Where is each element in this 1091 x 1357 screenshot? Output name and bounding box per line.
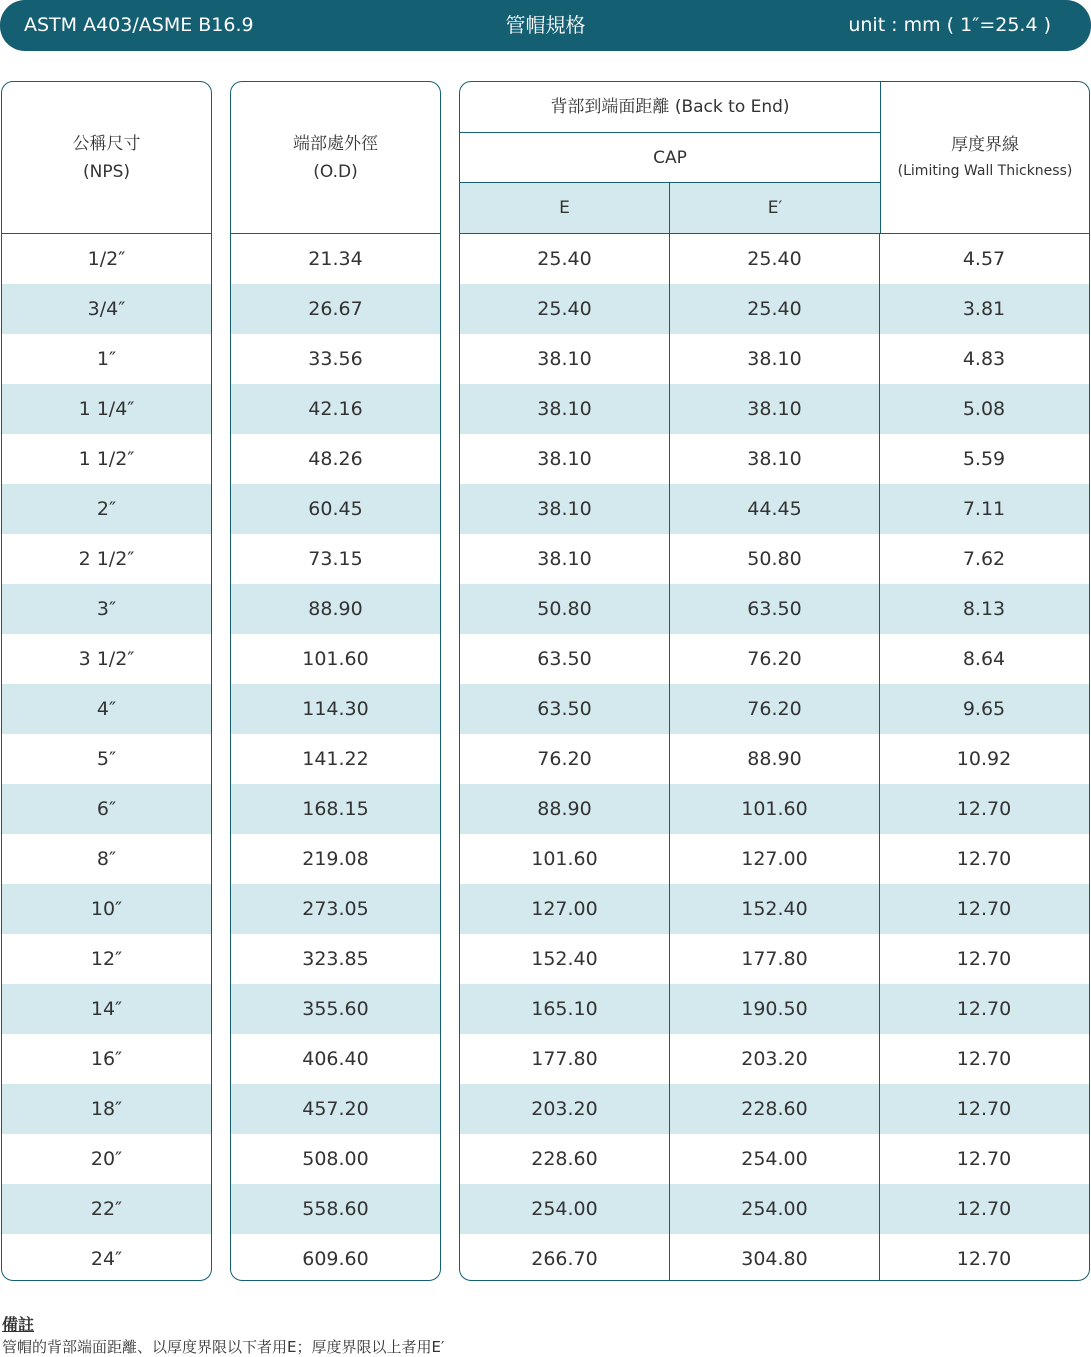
e-prime-cell: 190.50 [670, 984, 880, 1034]
thickness-header-label: 厚度界線 [951, 134, 1019, 155]
thickness-cell: 4.57 [962, 248, 1006, 270]
table-row [2, 534, 211, 584]
thickness-cell: 12.70 [956, 1098, 1012, 1120]
thickness-cell: 7.62 [962, 548, 1006, 570]
table-row [460, 334, 1089, 384]
table-row [460, 834, 1089, 884]
e-prime-cell: 50.80 [670, 534, 880, 584]
nps-cell: 20″ [90, 1148, 123, 1170]
thickness-cell: 4.83 [962, 348, 1006, 370]
table-row [460, 984, 1089, 1034]
table-row [460, 884, 1089, 934]
thickness-cell: 12.70 [956, 1048, 1012, 1070]
nps-cell: 16″ [90, 1048, 123, 1070]
table-row [2, 1084, 211, 1134]
table-row [2, 1134, 211, 1184]
table-row [460, 734, 1089, 784]
page-title: 管帽規格 [505, 13, 586, 37]
table-row [2, 334, 211, 384]
e-prime-cell: 177.80 [670, 934, 880, 984]
e-cell: 25.40 [460, 234, 670, 284]
thickness-cell: 12.70 [956, 1198, 1012, 1220]
table-row [460, 784, 1089, 834]
nps-cell: 1/2″ [87, 248, 126, 270]
table-row [460, 1184, 1089, 1234]
od-cell: 457.20 [302, 1098, 369, 1120]
table-row [231, 534, 440, 584]
table-row [460, 634, 1089, 684]
table-row [460, 934, 1089, 984]
table-row [231, 784, 440, 834]
table-row [231, 1134, 440, 1184]
thickness-header-sub: (Limiting Wall Thickness) [897, 162, 1073, 179]
table-row [2, 1034, 211, 1084]
e-prime-cell: 44.45 [670, 484, 880, 534]
nps-cell: 6″ [96, 798, 117, 820]
table-row [2, 634, 211, 684]
thickness-cell: 8.13 [962, 598, 1006, 620]
od-column [230, 81, 441, 1281]
table-row [460, 584, 1089, 634]
e-prime-cell: 254.00 [670, 1134, 880, 1184]
dimension-group [459, 81, 1090, 1281]
table-row [460, 384, 1089, 434]
table-row [231, 734, 440, 784]
od-cell: 88.90 [308, 598, 363, 620]
od-cell: 219.08 [302, 848, 369, 870]
table-row [2, 434, 211, 484]
e-prime-cell: 38.10 [670, 334, 880, 384]
nps-cell: 14″ [90, 998, 123, 1020]
nps-cell: 8″ [96, 848, 117, 870]
unit-label: unit : mm ( 1″=25.4 ) [848, 14, 1051, 36]
table-row [2, 384, 211, 434]
od-cell: 114.30 [302, 698, 369, 720]
e-cell: 50.80 [460, 584, 670, 634]
dimension-rows [460, 234, 1089, 1281]
e-prime-cell: 88.90 [670, 734, 880, 784]
nps-cell: 24″ [90, 1248, 123, 1270]
thickness-cell: 10.92 [956, 748, 1012, 770]
od-cell: 33.56 [308, 348, 363, 370]
note-text: 管帽的背部端面距離、以厚度界限以下者用E；厚度界限以上者用E′ [2, 1338, 445, 1356]
table-row [2, 584, 211, 634]
table-row [231, 284, 440, 334]
e-prime-cell: 76.20 [670, 634, 880, 684]
table-row [460, 534, 1089, 584]
e-prime-cell: 203.20 [670, 1034, 880, 1084]
thickness-cell: 9.65 [962, 698, 1006, 720]
od-rows [231, 234, 440, 1281]
note-title: 備註 [2, 1315, 35, 1334]
e-prime-cell: 25.40 [670, 234, 880, 284]
nps-cell: 3″ [96, 598, 117, 620]
thickness-cell: 12.70 [956, 1248, 1012, 1270]
e-cell: 203.20 [460, 1084, 670, 1134]
e-prime-cell: 304.80 [670, 1234, 880, 1281]
od-cell: 21.34 [308, 248, 363, 270]
table-row [2, 484, 211, 534]
thickness-cell: 7.11 [962, 498, 1006, 520]
table-row [231, 434, 440, 484]
table-row [231, 384, 440, 434]
cap-header: CAP [460, 133, 880, 183]
header-bar [0, 0, 1091, 51]
nps-cell: 1 1/2″ [78, 448, 135, 470]
e-cell: 165.10 [460, 984, 670, 1034]
od-cell: 26.67 [308, 298, 363, 320]
nps-rows [2, 234, 211, 1281]
thickness-cell: 12.70 [956, 898, 1012, 920]
e-header: E [460, 183, 670, 234]
od-header [231, 82, 440, 234]
od-header-sub: (O.D) [313, 161, 358, 182]
table-row [231, 334, 440, 384]
table-row [2, 784, 211, 834]
e-cell: 38.10 [460, 534, 670, 584]
table-row [460, 1134, 1089, 1184]
table-row [231, 834, 440, 884]
od-header-label: 端部處外徑 [293, 133, 378, 154]
e-cell: 38.10 [460, 434, 670, 484]
nps-cell: 2″ [96, 498, 117, 520]
e-prime-cell: 254.00 [670, 1184, 880, 1234]
nps-cell: 12″ [90, 948, 123, 970]
e-prime-header: E′ [670, 183, 880, 234]
table-row [231, 984, 440, 1034]
nps-cell: 5″ [96, 748, 117, 770]
nps-cell: 22″ [90, 1198, 123, 1220]
e-cell: 38.10 [460, 334, 670, 384]
e-prime-cell: 152.40 [670, 884, 880, 934]
table-row [460, 284, 1089, 334]
thickness-cell: 5.59 [962, 448, 1006, 470]
table-row [460, 484, 1089, 534]
table-row [2, 234, 211, 284]
od-cell: 73.15 [308, 548, 363, 570]
nps-header-sub: (NPS) [82, 161, 131, 182]
table-row [231, 1034, 440, 1084]
nps-cell: 4″ [96, 698, 117, 720]
nps-cell: 1″ [96, 348, 117, 370]
od-cell: 48.26 [308, 448, 363, 470]
thickness-cell: 12.70 [956, 998, 1012, 1020]
nps-header [2, 82, 211, 234]
table-row [231, 934, 440, 984]
e-cell: 127.00 [460, 884, 670, 934]
e-prime-cell: 38.10 [670, 434, 880, 484]
e-cell: 88.90 [460, 784, 670, 834]
od-cell: 558.60 [302, 1198, 369, 1220]
table-row [2, 284, 211, 334]
nps-cell: 10″ [90, 898, 123, 920]
table-row [2, 834, 211, 884]
table-row [2, 884, 211, 934]
od-cell: 42.16 [308, 398, 363, 420]
od-cell: 355.60 [302, 998, 369, 1020]
table-row [460, 1084, 1089, 1134]
table-row [460, 1234, 1089, 1281]
thickness-header [880, 82, 1089, 234]
table-row [2, 734, 211, 784]
e-prime-cell: 38.10 [670, 384, 880, 434]
nps-cell: 3 1/2″ [78, 648, 135, 670]
table-row [231, 634, 440, 684]
e-cell: 38.10 [460, 384, 670, 434]
thickness-cell: 12.70 [956, 848, 1012, 870]
e-cell: 266.70 [460, 1234, 670, 1281]
table-row [460, 1034, 1089, 1084]
thickness-cell: 12.70 [956, 1148, 1012, 1170]
table-row [2, 1234, 211, 1281]
table-row [231, 584, 440, 634]
e-prime-cell: 228.60 [670, 1084, 880, 1134]
table-row [231, 1084, 440, 1134]
e-prime-cell: 63.50 [670, 584, 880, 634]
standard-label: ASTM A403/ASME B16.9 [24, 14, 254, 36]
table-row [231, 1234, 440, 1281]
od-cell: 406.40 [302, 1048, 369, 1070]
od-cell: 323.85 [302, 948, 369, 970]
table-row [2, 984, 211, 1034]
table-row [231, 234, 440, 284]
nps-column [1, 81, 212, 1281]
nps-cell: 1 1/4″ [78, 398, 135, 420]
e-cell: 152.40 [460, 934, 670, 984]
e-cell: 101.60 [460, 834, 670, 884]
od-cell: 60.45 [308, 498, 363, 520]
table-row [2, 934, 211, 984]
nps-header-label: 公稱尺寸 [72, 133, 141, 154]
e-cell: 63.50 [460, 634, 670, 684]
nps-cell: 2 1/2″ [78, 548, 135, 570]
e-prime-cell: 76.20 [670, 684, 880, 734]
e-cell: 254.00 [460, 1184, 670, 1234]
thickness-cell: 3.81 [962, 298, 1006, 320]
thickness-cell: 8.64 [962, 648, 1006, 670]
table-row [231, 1184, 440, 1234]
e-cell: 177.80 [460, 1034, 670, 1084]
nps-cell: 18″ [90, 1098, 123, 1120]
e-cell: 63.50 [460, 684, 670, 734]
table-row [460, 684, 1089, 734]
e-cell: 25.40 [460, 284, 670, 334]
table-row [231, 884, 440, 934]
table-row [460, 434, 1089, 484]
thickness-cell: 12.70 [956, 798, 1012, 820]
table-row [2, 684, 211, 734]
od-cell: 273.05 [302, 898, 369, 920]
e-cell: 228.60 [460, 1134, 670, 1184]
e-prime-cell: 25.40 [670, 284, 880, 334]
od-cell: 609.60 [302, 1248, 369, 1270]
e-cell: 38.10 [460, 484, 670, 534]
thickness-cell: 12.70 [956, 948, 1012, 970]
e-cell: 76.20 [460, 734, 670, 784]
table-row [2, 1184, 211, 1234]
od-cell: 101.60 [302, 648, 369, 670]
table-row [231, 684, 440, 734]
od-cell: 168.15 [302, 798, 369, 820]
od-cell: 508.00 [302, 1148, 369, 1170]
nps-cell: 3/4″ [87, 298, 126, 320]
e-prime-cell: 127.00 [670, 834, 880, 884]
e-prime-cell: 101.60 [670, 784, 880, 834]
thickness-cell: 5.08 [962, 398, 1006, 420]
table-row [231, 484, 440, 534]
table-row [460, 234, 1089, 284]
od-cell: 141.22 [302, 748, 369, 770]
back-to-end-header: 背部到端面距離 (Back to End) [460, 82, 880, 133]
